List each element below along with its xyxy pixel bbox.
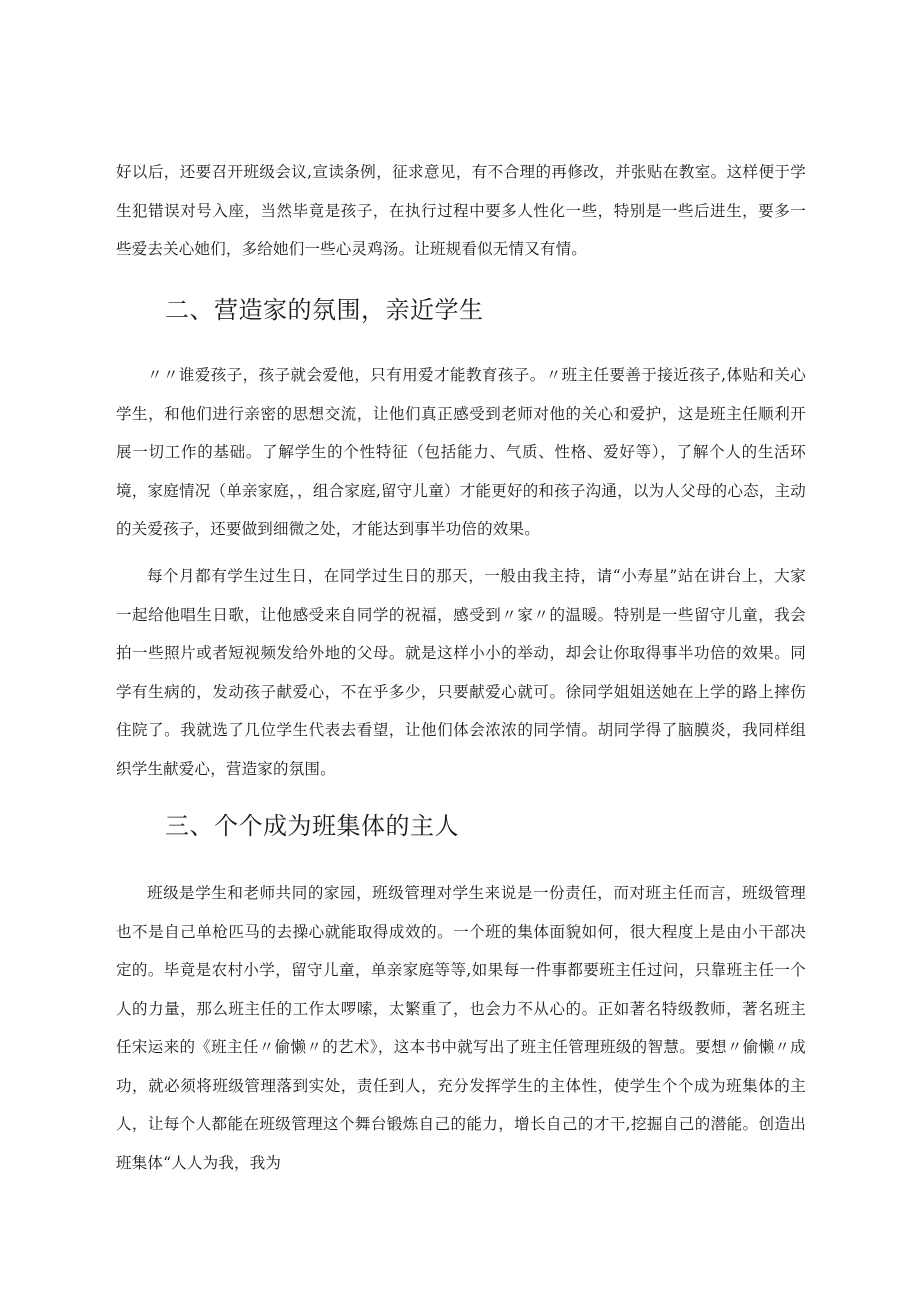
section-heading-three: 三、个个成为班集体的主人 xyxy=(165,812,459,840)
paragraph-class-management: 班级是学生和老师共同的家园，班级管理对学生来说是一份责任，而对班主任而言，班级管理也不是自己单枪匹马的去操心就能取得成效的。一个班的集体面貌如何，很大程度上是由小干部决定的。毕竟是农村小学，留守儿童，单亲家庭等等,如果每一件事都要班主任过问，只靠班主任一个人的力量，那么班主任的工作太啰嗦，太繁重了，也会力不从心的。正如著名特级教师，著名班主任宋运来的《班主任〃偷懒〃的艺术》，这本书中就写出了班主任管理班级的智慧。要想〃偷懒〃成功，就必须将班级管理落到实处，责任到人，充分发挥学生的主体性，使学生个个成为班集体的主人，让每个人都能在班级管理这个舞台锻炼自己的能力，增长自己的才干,挖掘自己的潜能。创造出班集体“人人为我，我为 xyxy=(116,884,806,1172)
paragraph-love-children: 〃〃谁爱孩子，孩子就会爱他，只有用爱才能教育孩子。〃班主任要善于接近孩子,体贴和关心学生，和他们进行亲密的思想交流，让他们真正感受到老师对他的关心和爱护，这是班主任顺利开展一切工作的基础。了解学生的个性特征（包括能力、气质、性格、爱好等），了解个人的生活环境，家庭情况（单亲家庭，，组合家庭,留守儿童）才能更好的和孩子沟通，以为人父母的心态，主动的关爱孩子，还要做到细微之处，才能达到事半功倍的效果。 xyxy=(116,366,806,538)
paragraph-class-rules: 好以后，还要召开班级会议,宣读条例，征求意见，有不合理的再修改，并张贴在教室。这样便于学生犯错误对号入座，当然毕竟是孩子，在执行过程中要多人性化一些，特别是一些后进生，要多一些爱去关心她们，多给她们一些心灵鸡汤。让班规看似无情又有情。 xyxy=(116,163,806,258)
section-heading-two: 二、营造家的氛围，亲近学生 xyxy=(165,296,484,324)
paragraph-birthday: 每个月都有学生过生日，在同学过生日的那天，一般由我主持，请“小寿星”站在讲台上，大家一起给他唱生日歌，让他感受来自同学的祝福，感受到〃家〃的温暖。特别是一些留守儿童，我会拍一些照片或者短视频发给外地的父母。就是这样小小的举动，却会让你取得事半功倍的效果。同学有生病的，发动孩子献爱心，不在乎多少，只要献爱心就可。徐同学姐姐送她在上学的路上摔伤住院了。我就选了几位学生代表去看望，让他们体会浓浓的同学情。胡同学得了脑膜炎，我同样组织学生献爱心，营造家的氛围。 xyxy=(116,567,806,778)
